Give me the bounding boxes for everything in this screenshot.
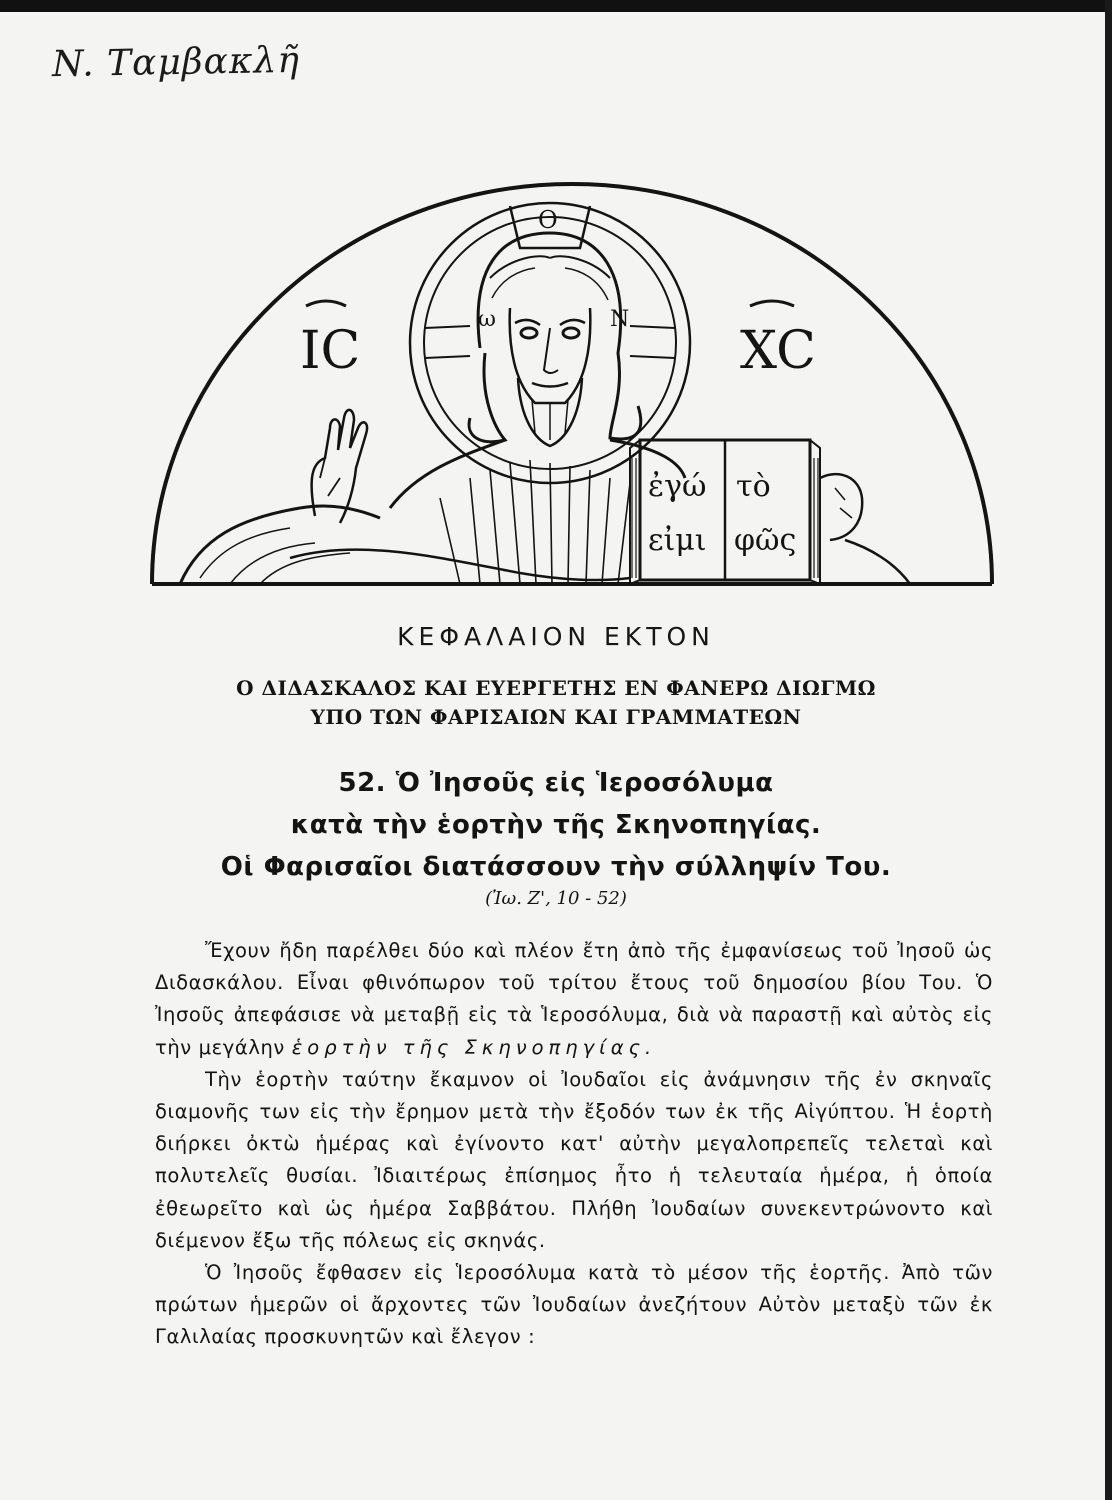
paragraph-1-text: Ἔχουν ἤδη παρέλθει δύο καὶ πλέον ἔτη ἀπὸ τῆς ἐμφανίσεως τοῦ Ἰησοῦ ὡς Διδασκάλου. Εἶναι φθινόπωρον τοῦ τρίτου ἔτους τοῦ δημοσίου βίου Του. Ὁ Ἰησοῦς ἀπεφάσισε νὰ μεταβῇ εἰς τὰ Ἱεροσόλυμα, διὰ νὰ παραστῇ καὶ αὐτὸς εἰς τὴν μεγάλην — [155, 939, 993, 1059]
chapter-subtitle-line-1: Ο ΔΙΔΑΣΚΑΛΟΣ ΚΑΙ ΕΥΕΡΓΕΤΗΣ ΕΝ ΦΑΝΕΡΩ ΔΙΩΓΜΩ — [236, 676, 876, 700]
handwritten-note: N. Ταμβακλῆ — [51, 39, 301, 86]
paragraph-1-emphasis: ἑορτὴν τῆς Σκηνοπηγίας. — [291, 1035, 657, 1059]
paragraph-1 — [155, 935, 993, 1064]
chapter-title: ΚΕΦΑΛΑΙΟΝ ΕΚΤΟΝ — [397, 622, 715, 651]
scan-right-border — [1105, 0, 1112, 1500]
left-monogram: IC — [300, 321, 361, 381]
scripture-reference: (Ἰω. Ζ', 10 - 52) — [485, 888, 627, 909]
christ-pantocrator-illustration — [140, 178, 1004, 590]
scan-top-border — [0, 0, 1112, 12]
section-heading-line-1: 52. Ὁ Ἰησοῦς εἰς Ἱεροσόλυμα — [338, 768, 774, 798]
body-text — [155, 935, 993, 1354]
book-word-3: εἰμι — [648, 523, 707, 558]
halo-letter-omicron: O — [538, 206, 558, 234]
halo-letter-omega: ω — [478, 307, 496, 332]
pantocrator-drawing — [140, 178, 1004, 590]
paragraph-3: Ὁ Ἰησοῦς ἔφθασεν εἰς Ἱεροσόλυμα κατὰ τὸ μέσον τῆς ἑορτῆς. Ἀπὸ τῶν πρώτων ἡμερῶν οἱ ἄρχοντες τῶν Ἰουδαίων ἀνεζήτουν Αὐτὸν μεταξὺ τῶν ἐκ Γαλιλαίας προσκυνητῶν καὶ ἔλεγον : — [155, 1261, 993, 1349]
book-word-2: τὸ — [736, 469, 771, 504]
chapter-subtitle-line-2: ΥΠΟ ΤΩΝ ΦΑΡΙΣΑΙΩΝ ΚΑΙ ΓΡΑΜΜΑΤΕΩΝ — [310, 705, 802, 729]
section-heading-line-3: Οἱ Φαρισαῖοι διατάσσουν τὴν σύλληψίν Του. — [220, 852, 892, 882]
book-word-4: φῶς — [734, 523, 797, 558]
halo-letter-nu: N — [610, 307, 630, 332]
paragraph-2: Τὴν ἑορτὴν ταύτην ἔκαμνον οἱ Ἰουδαῖοι εἰς ἀνάμνησιν τῆς ἐν σκηναῖς διαμονῆς των εἰς τὴν ἔρημον μετὰ τὴν ἔξοδόν των ἐκ τῆς Αἰγύπτου. Ἡ ἑορτὴ διήρκει ὀκτὼ ἡμέρας καὶ ἐγίνοντο κατ' αὐτὴν μεγαλοπρεπεῖς τελεταὶ καὶ πολυτελεῖς θυσίαι. Ἰδιαιτέρως ἐπίσημος ἦτο ἡ τελευταία ἡμέρα, ἡ ὁποία ἐθεωρεῖτο καὶ ὡς ἡμέρα Σαββάτου. Πλήθη Ἰουδαίων συνεκεντρώνοντο καὶ διέμενον ἔξω τῆς πόλεως εἰς σκηνάς. — [155, 1067, 993, 1252]
section-heading-line-2: κατὰ τὴν ἑορτὴν τῆς Σκηνοπηγίας. — [290, 810, 822, 840]
book-word-1: ἐγώ — [648, 469, 707, 504]
right-monogram: XC — [740, 321, 816, 381]
